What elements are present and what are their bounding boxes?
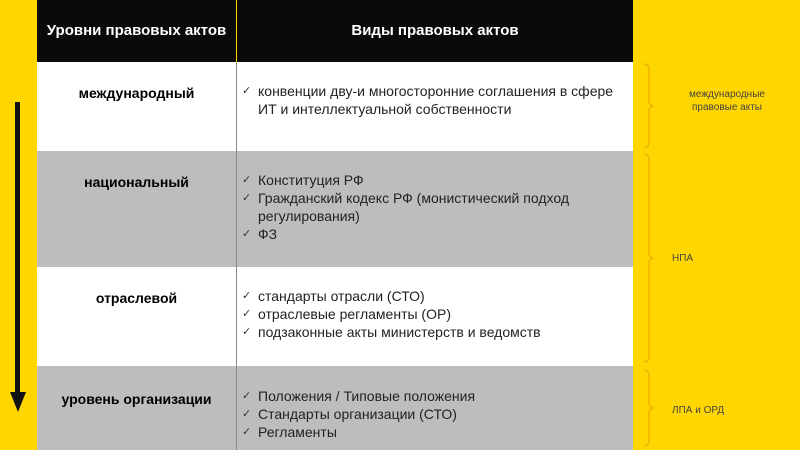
checkmark-bullet-icon: ✓	[242, 192, 252, 204]
column-divider	[236, 62, 237, 151]
level-label: уровень организации	[61, 391, 212, 407]
checkmark-bullet-icon: ✓	[242, 228, 252, 240]
acts-list	[242, 287, 627, 341]
column-divider	[236, 151, 237, 267]
checkmark-bullet-icon: ✓	[242, 290, 252, 302]
checkmark-bullet-icon: ✓	[242, 426, 252, 438]
act-item: ✓ Конституция РФ	[242, 172, 364, 188]
header-acts: Виды правовых актов	[237, 0, 633, 62]
act-item: ✓ стандарты отрасли (СТО)	[242, 288, 425, 304]
acts-list	[242, 171, 627, 243]
header-levels: Уровни правовых актов	[37, 0, 236, 62]
arrow-down-icon	[10, 102, 26, 412]
act-item: ✓ Стандарты организации (СТО)	[242, 406, 457, 422]
checkmark-bullet-icon: ✓	[242, 390, 252, 402]
checkmark-bullet-icon: ✓	[242, 85, 252, 97]
column-divider	[236, 366, 237, 450]
checkmark-bullet-icon: ✓	[242, 174, 252, 186]
checkmark-bullet-icon: ✓	[242, 326, 252, 338]
act-item: ✓ отраслевые регламенты (ОР)	[242, 306, 451, 322]
row-industry	[37, 267, 633, 366]
row-organization	[37, 366, 633, 450]
act-item: ✓ Гражданский кодекс РФ (монистический подход регулирования)	[242, 190, 569, 224]
row-international	[37, 62, 633, 151]
label-international: международные правовые акты	[689, 89, 765, 113]
level-label: отраслевой	[95, 290, 178, 306]
checkmark-bullet-icon: ✓	[242, 408, 252, 420]
brace-lpa-icon	[642, 368, 656, 448]
legal-acts-table	[37, 0, 633, 450]
act-item: ✓ ФЗ	[242, 226, 278, 242]
label-lpa: ЛПА и ОРД	[672, 405, 725, 416]
act-item: ✓ подзаконные акты министерств и ведомств	[242, 324, 541, 340]
acts-list	[242, 387, 627, 441]
act-item: ✓ Регламенты	[242, 424, 337, 440]
act-item: ✓ Положения / Типовые положения	[242, 388, 476, 404]
left-strip	[0, 0, 37, 450]
level-label: международный	[78, 85, 195, 101]
row-national	[37, 151, 633, 267]
brace-international-icon	[642, 62, 656, 150]
acts-list	[242, 82, 627, 118]
level-label: национальный	[84, 174, 189, 190]
checkmark-bullet-icon: ✓	[242, 308, 252, 320]
act-item: ✓ конвенции дву-и многосторонние соглашения в сфере ИТ и интеллектуальной собственности	[242, 83, 614, 117]
label-npa: НПА	[672, 253, 694, 264]
column-divider	[236, 267, 237, 366]
right-panel	[633, 0, 800, 450]
brace-npa-icon	[642, 152, 656, 364]
